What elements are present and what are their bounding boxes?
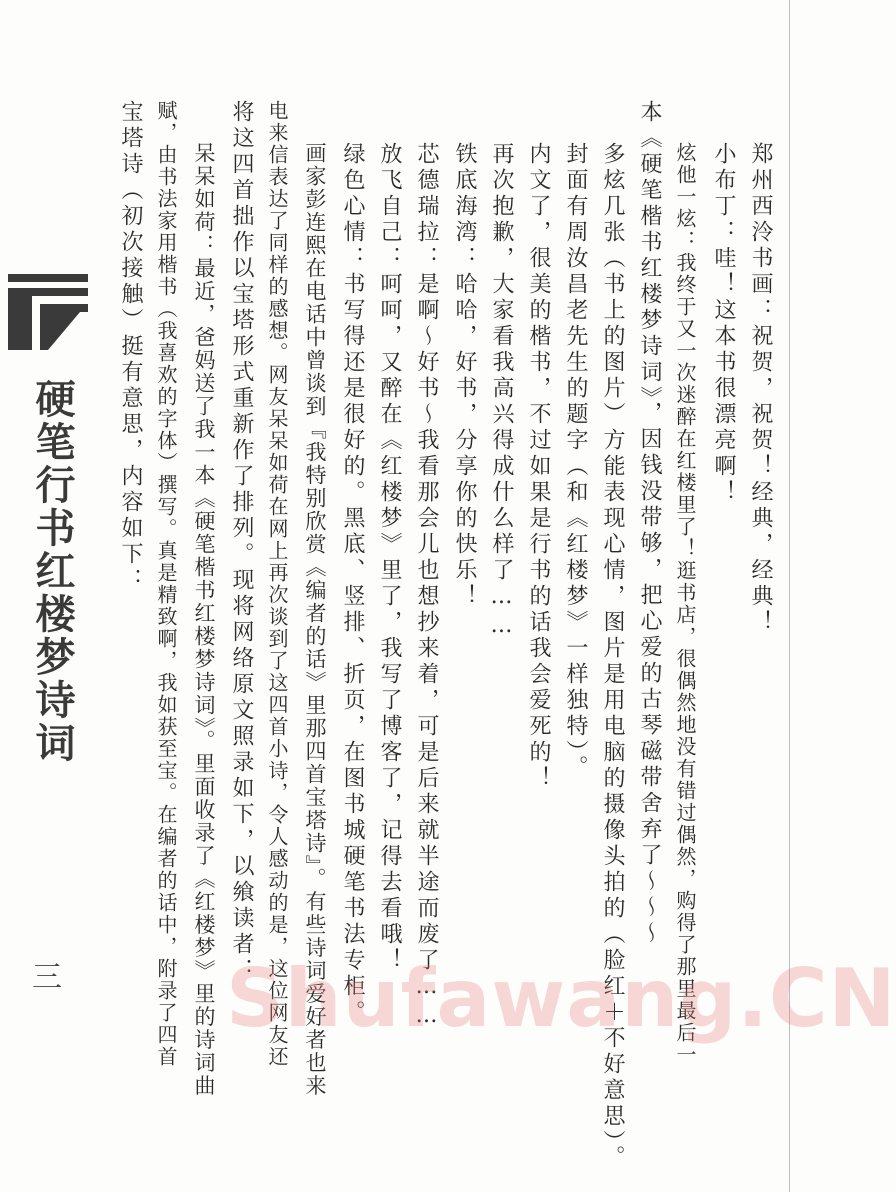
text-column: 呆呆如荷：最近，爸妈送了我一本《硬笔楷书红楼梦诗词》。里面收录了《红楼梦》里的诗词曲	[192, 142, 216, 1098]
text-column: 宝塔诗（初次接触）挺有意思，内容如下：	[118, 100, 143, 594]
text-column: 炫他一炫：我终于又一次迷醉在红楼里了！逛书店，很偶然地没有错过偶然，购得了那里最后一	[673, 142, 697, 1066]
text-column: 小布丁：哇！这本书很漂亮啊！	[711, 142, 736, 506]
text-column: 赋，由书法家用楷书（我喜欢的字体）撰写。真是精致啊，我如获至宝。在编者的话中，附录了四首	[154, 100, 178, 1068]
text-column: 铁底海湾：哈哈，好书，分享你的快乐！	[452, 142, 477, 610]
book-title: 硬笔行书红楼梦诗词	[29, 378, 75, 765]
text-column: 再次抱歉，大家看我高兴得成什么样了……	[489, 142, 514, 642]
text-column: 将这四首拙作以宝塔形式重新作了排列。现将网络原文照录如下，以飨读者：	[229, 100, 254, 984]
page-number: 三	[32, 960, 62, 995]
text-column: 封面有周汝昌老先生的题字（和《红楼梦》一样独特）。	[563, 142, 588, 781]
header-corner-ornament	[8, 274, 88, 350]
text-column: 多炫几张（书上的图片）方能表现心情，图片是用电脑的摄像头拍的（脸红＋不好意思）。	[600, 142, 625, 1171]
text-column: 郑州西泠书画：祝贺，祝贺！经典，经典！	[748, 142, 773, 636]
watermark: Shufawang.CN	[226, 952, 896, 1045]
text-column: 本《硬笔楷书红楼梦诗词》，因钱没带够，把心爱的古琴磁带舍弃了～～～	[637, 100, 662, 947]
text-column: 绿色心情：书写得还是很好的。黑底、竖排、折页，在图书城硬笔书法专柜。	[340, 142, 365, 1026]
text-column: 电来信表达了同样的感想。网友呆呆如荷在网上再次谈到了这四首小诗，令人感动的是，这位网友还	[265, 100, 289, 1068]
text-column: 画家彭连熙在电话中曾谈到『我特别欣赏《编者的话》里那四首宝塔诗』。有些诗词爱好者也来	[303, 142, 327, 1098]
text-column: 内文了，很美的楷书，不过如果是行书的话我会爱死的！	[526, 142, 551, 792]
text-column: 芯德瑞拉：是啊～好书～我看那会儿也想抄来着，可是后来就半途而废了……	[414, 142, 439, 1032]
text-column: 放飞自己：呵呵，又醉在《红楼梦》里了，我写了博客了，记得去看哦！	[377, 142, 402, 974]
